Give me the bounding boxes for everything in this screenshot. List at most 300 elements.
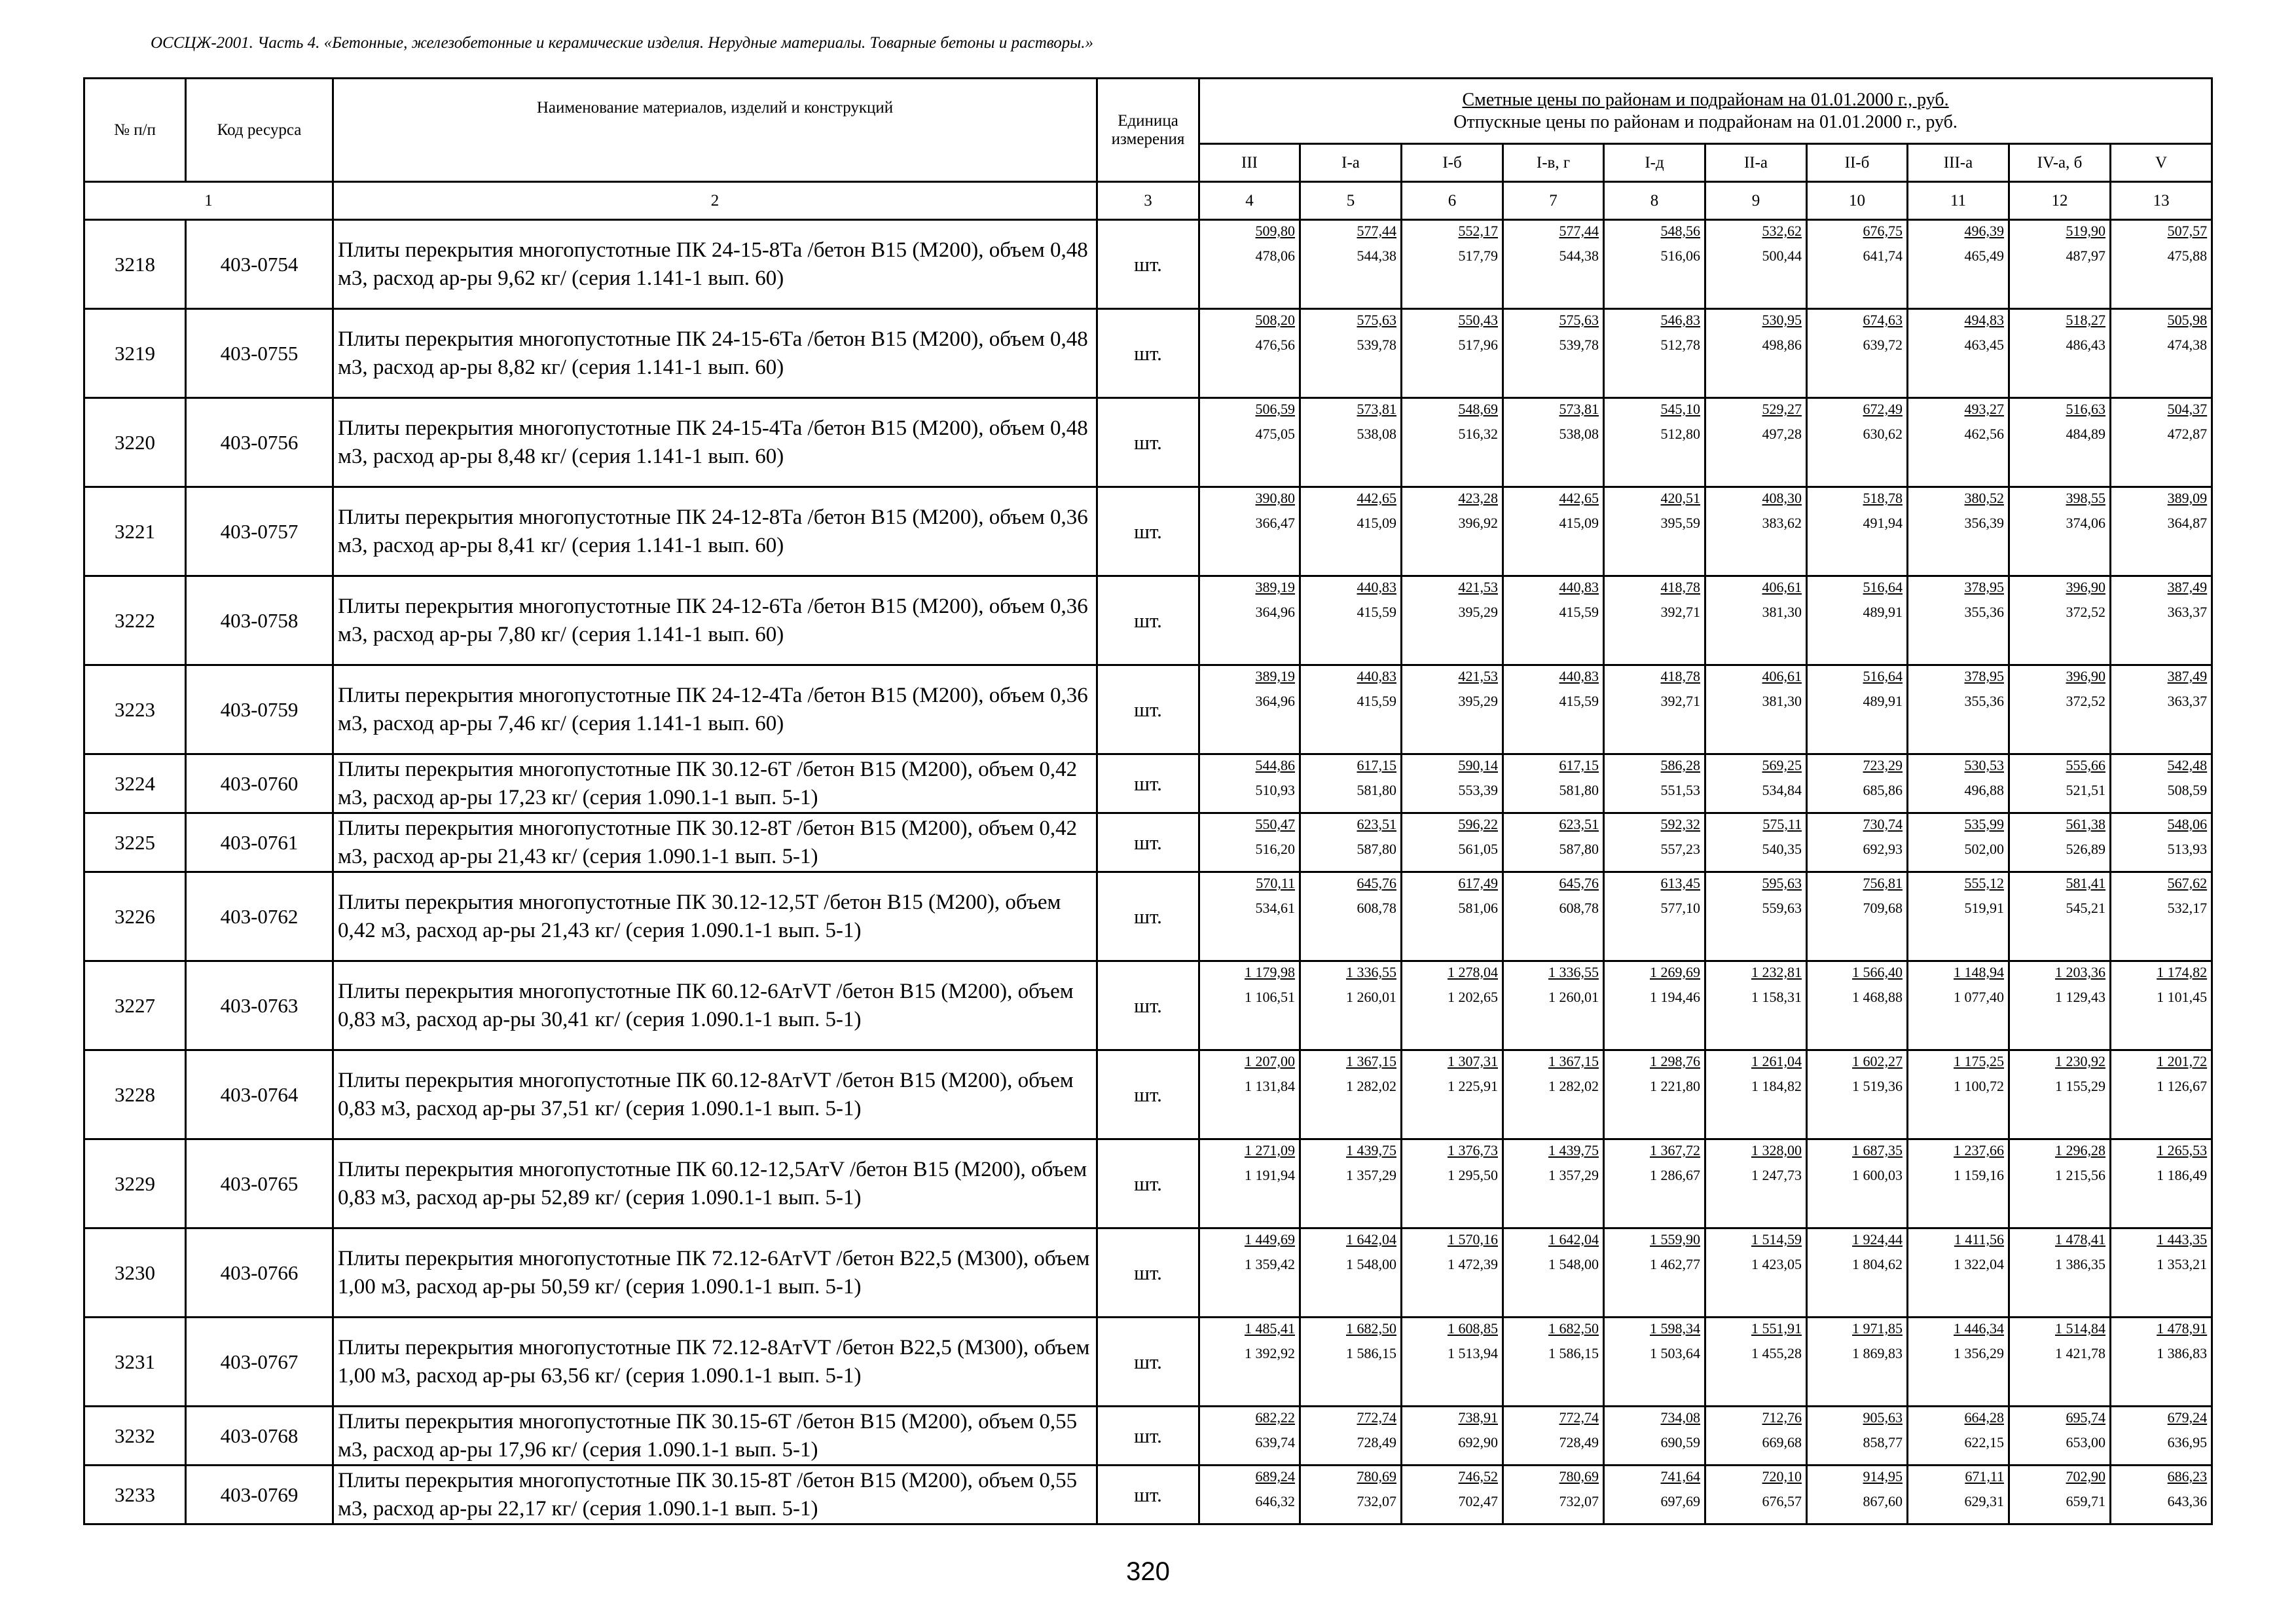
estimate-price: 1 551,91: [1751, 1320, 1802, 1337]
release-price: 1 101,45: [2157, 989, 2208, 1005]
estimate-price: 378,95: [1964, 668, 2004, 684]
estimate-price: 569,25: [1762, 757, 1802, 773]
release-price: 372,52: [2066, 604, 2105, 620]
release-price: 653,00: [2066, 1434, 2105, 1450]
release-price: 608,78: [1559, 900, 1599, 916]
price-cell: [2111, 961, 2212, 1050]
estimate-price: 408,30: [1762, 490, 1802, 506]
region-header: I-б: [1402, 144, 1503, 182]
price-cell: [1300, 576, 1402, 665]
table-row: [84, 576, 2212, 665]
release-price: 415,59: [1357, 693, 1396, 709]
price-cell: [1604, 398, 1705, 487]
release-price: 630,62: [1863, 426, 1903, 442]
estimate-price: 1 328,00: [1751, 1142, 1802, 1158]
release-price: 463,45: [1964, 337, 2004, 353]
release-price: 1 260,01: [1548, 989, 1599, 1005]
column-number: 8: [1604, 182, 1705, 220]
release-price: 581,06: [1458, 900, 1498, 916]
price-cell: [1908, 576, 2009, 665]
release-price: 1 468,88: [1852, 989, 1903, 1005]
price-cell: [1300, 398, 1402, 487]
release-price: 639,72: [1863, 337, 1903, 353]
column-header-name: Наименование материалов, изделий и конструкций: [333, 79, 1097, 182]
price-cell: [1199, 1318, 1300, 1407]
unit-of-measure: шт.: [1097, 1407, 1199, 1466]
price-cell: [2111, 1139, 2212, 1228]
row-number: 3228: [84, 1050, 186, 1139]
estimate-price: 617,15: [1357, 757, 1396, 773]
estimate-price: 689,24: [1255, 1468, 1295, 1485]
estimate-price: 545,10: [1660, 401, 1700, 417]
estimate-price: 1 485,41: [1245, 1320, 1295, 1337]
release-price: 1 586,15: [1548, 1345, 1599, 1361]
estimate-price: 1 271,09: [1245, 1142, 1295, 1158]
estimate-price: 1 261,04: [1751, 1053, 1802, 1069]
estimate-price: 720,10: [1762, 1468, 1802, 1485]
estimate-price: 780,69: [1559, 1468, 1599, 1485]
price-cell: [1705, 1050, 1807, 1139]
estimate-price: 406,61: [1762, 579, 1802, 595]
estimate-price: 561,38: [2066, 816, 2105, 832]
estimate-price: 518,27: [2066, 312, 2105, 328]
price-cell: [2009, 1228, 2111, 1318]
estimate-price: 548,56: [1660, 223, 1700, 239]
page-number: 320: [1126, 1557, 1170, 1586]
price-cell: [1705, 220, 1807, 309]
column-number: 3: [1097, 182, 1199, 220]
release-price: 709,68: [1863, 900, 1903, 916]
price-cell: [1705, 1407, 1807, 1466]
release-price: 486,43: [2066, 337, 2105, 353]
resource-code: 403-0754: [186, 220, 333, 309]
price-cell: [1604, 754, 1705, 813]
estimate-price: 535,99: [1964, 816, 2004, 832]
price-cell: [1604, 309, 1705, 398]
estimate-price: 695,74: [2066, 1409, 2105, 1426]
price-cell: [2009, 665, 2111, 754]
release-price: 517,96: [1458, 337, 1498, 353]
price-cell: [1705, 487, 1807, 576]
row-number: 3219: [84, 309, 186, 398]
table-row: [84, 487, 2212, 576]
price-cell: [2111, 309, 2212, 398]
price-cell: [1503, 309, 1604, 398]
release-price: 858,77: [1863, 1434, 1903, 1450]
price-cell: [2111, 813, 2212, 872]
price-cell: [1604, 1466, 1705, 1524]
unit-of-measure: шт.: [1097, 813, 1199, 872]
estimate-price: 389,19: [1255, 579, 1295, 595]
price-cell: [1402, 1318, 1503, 1407]
price-cell: [1705, 398, 1807, 487]
unit-of-measure: шт.: [1097, 1318, 1199, 1407]
estimate-price: 676,75: [1863, 223, 1903, 239]
release-price: 1 221,80: [1650, 1078, 1700, 1094]
estimate-price: 518,78: [1863, 490, 1903, 506]
estimate-price: 1 971,85: [1852, 1320, 1903, 1337]
estimate-price: 1 682,50: [1346, 1320, 1396, 1337]
release-price: 395,29: [1458, 604, 1498, 620]
price-cell: [1604, 872, 1705, 961]
estimate-price: 389,09: [2167, 490, 2208, 506]
price-cell: [2111, 872, 2212, 961]
release-price: 1 286,67: [1650, 1167, 1700, 1183]
estimate-price: 1 307,31: [1448, 1053, 1498, 1069]
release-price: 669,68: [1762, 1434, 1802, 1450]
table-row: [84, 1318, 2212, 1407]
estimate-price: 1 367,15: [1548, 1053, 1599, 1069]
estimate-price: 440,83: [1357, 668, 1396, 684]
price-cell: [2111, 487, 2212, 576]
estimate-price: 730,74: [1863, 816, 1903, 832]
estimate-price: 738,91: [1458, 1409, 1498, 1426]
release-price: 512,80: [1660, 426, 1700, 442]
release-price: 1 548,00: [1346, 1256, 1396, 1272]
estimate-price: 1 336,55: [1346, 964, 1396, 980]
price-cell: [1402, 1139, 1503, 1228]
price-cell: [1199, 961, 1300, 1050]
release-price: 532,17: [2167, 900, 2208, 916]
estimate-price: 575,63: [1357, 312, 1396, 328]
estimate-price: 442,65: [1559, 490, 1599, 506]
price-cell: [1402, 665, 1503, 754]
estimate-price: 1 642,04: [1346, 1231, 1396, 1247]
table-row: [84, 754, 2212, 813]
release-price: 392,71: [1660, 604, 1700, 620]
material-name: Плиты перекрытия многопустотные ПК 24-12-4Та /бетон В15 (М200), объем 0,36 м3, расход ар-ры 7,46 кг/ (серия 1.141-1 вып. 60): [333, 665, 1097, 754]
price-cell: [1300, 1050, 1402, 1139]
price-cell: [1807, 872, 1908, 961]
table-row: [84, 220, 2212, 309]
price-cell: [1503, 220, 1604, 309]
region-header: IV-а, б: [2009, 144, 2111, 182]
price-cell: [1503, 1318, 1604, 1407]
resource-code: 403-0756: [186, 398, 333, 487]
estimate-price: 508,20: [1255, 312, 1295, 328]
release-price: 502,00: [1964, 841, 2004, 857]
price-cell: [2009, 1139, 2111, 1228]
release-price: 1 322,04: [1954, 1256, 2004, 1272]
price-cell: [1604, 1228, 1705, 1318]
column-number: 5: [1300, 182, 1402, 220]
release-price: 497,28: [1762, 426, 1802, 442]
price-cell: [1199, 487, 1300, 576]
price-header-release: Отпускные цены по районам и подрайонам на 01.01.2000 г., руб.: [1453, 111, 1958, 132]
unit-of-measure: шт.: [1097, 961, 1199, 1050]
price-cell: [2009, 1466, 2111, 1524]
estimate-price: 679,24: [2167, 1409, 2208, 1426]
release-price: 372,52: [2066, 693, 2105, 709]
row-number: 3229: [84, 1139, 186, 1228]
price-cell: [1199, 576, 1300, 665]
price-cell: [2009, 1407, 2111, 1466]
release-price: 1 106,51: [1245, 989, 1295, 1005]
release-price: 587,80: [1357, 841, 1396, 857]
estimate-price: 380,52: [1964, 490, 2004, 506]
price-cell: [1402, 1050, 1503, 1139]
release-price: 692,93: [1863, 841, 1903, 857]
price-cell: [1503, 398, 1604, 487]
material-name: Плиты перекрытия многопустотные ПК 72.12-6АтVТ /бетон В22,5 (М300), объем 1,00 м3, расход ар-ры 50,59 кг/ (серия 1.090.1-1 вып. 5-1): [333, 1228, 1097, 1318]
estimate-price: 1 175,25: [1954, 1053, 2004, 1069]
estimate-price: 1 179,98: [1245, 964, 1295, 980]
header-row: [84, 79, 2212, 144]
release-price: 587,80: [1559, 841, 1599, 857]
release-price: 1 423,05: [1751, 1256, 1802, 1272]
estimate-price: 1 207,00: [1245, 1053, 1295, 1069]
estimate-price: 440,83: [1559, 668, 1599, 684]
release-price: 1 357,29: [1548, 1167, 1599, 1183]
release-price: 364,96: [1255, 604, 1295, 620]
row-number: 3233: [84, 1466, 186, 1524]
unit-of-measure: шт.: [1097, 309, 1199, 398]
row-number: 3230: [84, 1228, 186, 1318]
price-cell: [2009, 872, 2111, 961]
release-price: 475,05: [1255, 426, 1295, 442]
price-cell: [1908, 665, 2009, 754]
price-cell: [1807, 1228, 1908, 1318]
material-name: Плиты перекрытия многопустотные ПК 24-12-6Та /бетон В15 (М200), объем 0,36 м3, расход ар-ры 7,80 кг/ (серия 1.141-1 вып. 60): [333, 576, 1097, 665]
release-price: 487,97: [2066, 248, 2105, 264]
price-cell: [1300, 872, 1402, 961]
region-header: I-д: [1604, 144, 1705, 182]
estimate-price: 577,44: [1357, 223, 1396, 239]
price-cell: [1807, 220, 1908, 309]
row-number: 3222: [84, 576, 186, 665]
resource-code: 403-0769: [186, 1466, 333, 1524]
release-price: 415,59: [1559, 693, 1599, 709]
estimate-price: 509,80: [1255, 223, 1295, 239]
price-cell: [1908, 309, 2009, 398]
estimate-price: 396,90: [2066, 579, 2105, 595]
release-price: 1 260,01: [1346, 989, 1396, 1005]
release-price: 1 600,03: [1852, 1167, 1903, 1183]
price-cell: [1807, 665, 1908, 754]
column-number-row: [84, 182, 2212, 220]
unit-of-measure: шт.: [1097, 1139, 1199, 1228]
estimate-price: 623,51: [1357, 816, 1396, 832]
estimate-price: 772,74: [1357, 1409, 1396, 1426]
price-cell: [1908, 813, 2009, 872]
estimate-price: 575,11: [1762, 816, 1802, 832]
price-cell: [1807, 487, 1908, 576]
material-name: Плиты перекрытия многопустотные ПК 72.12-8АтVТ /бетон В22,5 (М300), объем 1,00 м3, расход ар-ры 63,56 кг/ (серия 1.090.1-1 вып. 5-1): [333, 1318, 1097, 1407]
estimate-price: 516,64: [1863, 579, 1903, 595]
release-price: 489,91: [1863, 693, 1903, 709]
release-price: 867,60: [1863, 1493, 1903, 1509]
estimate-price: 723,29: [1863, 757, 1903, 773]
estimate-price: 577,44: [1559, 223, 1599, 239]
estimate-price: 567,62: [2167, 875, 2208, 891]
price-cell: [1807, 1050, 1908, 1139]
price-cell: [1503, 1050, 1604, 1139]
column-number: 13: [2111, 182, 2212, 220]
price-cell: [1300, 487, 1402, 576]
estimate-price: 387,49: [2167, 668, 2208, 684]
release-price: 355,36: [1964, 693, 2004, 709]
price-cell: [1199, 665, 1300, 754]
price-cell: [1402, 487, 1503, 576]
price-cell: [1199, 1228, 1300, 1318]
price-cell: [1705, 872, 1807, 961]
column-header-number: № п/п: [84, 79, 186, 182]
column-header-unit: Единица измерения: [1097, 79, 1199, 182]
material-name: Плиты перекрытия многопустотные ПК 30.12-12,5Т /бетон В15 (М200), объем 0,42 м3, расход ар-ры 21,43 кг/ (серия 1.090.1-1 вып. 5-1): [333, 872, 1097, 961]
price-cell: [1807, 1407, 1908, 1466]
release-price: 692,90: [1458, 1434, 1498, 1450]
estimate-price: 1 478,91: [2157, 1320, 2208, 1337]
release-price: 1 202,65: [1448, 989, 1498, 1005]
estimate-price: 546,83: [1660, 312, 1700, 328]
estimate-price: 1 411,56: [1954, 1231, 2004, 1247]
release-price: 381,30: [1762, 604, 1802, 620]
release-price: 636,95: [2167, 1434, 2208, 1450]
price-cell: [1604, 1407, 1705, 1466]
release-price: 1 421,78: [2055, 1345, 2105, 1361]
price-cell: [1503, 961, 1604, 1050]
estimate-price: 1 570,16: [1448, 1231, 1498, 1247]
row-number: 3232: [84, 1407, 186, 1466]
resource-code: 403-0767: [186, 1318, 333, 1407]
price-cell: [1503, 665, 1604, 754]
material-name: Плиты перекрытия многопустотные ПК 30.12-8Т /бетон В15 (М200), объем 0,42 м3, расход ар-ры 21,43 кг/ (серия 1.090.1-1 вып. 5-1): [333, 813, 1097, 872]
price-cell: [1705, 1466, 1807, 1524]
price-cell: [1503, 1466, 1604, 1524]
estimate-price: 387,49: [2167, 579, 2208, 595]
price-cell: [2111, 398, 2212, 487]
estimate-price: 516,63: [2066, 401, 2105, 417]
estimate-price: 1 148,94: [1954, 964, 2004, 980]
release-price: 512,78: [1660, 337, 1700, 353]
release-price: 1 357,29: [1346, 1167, 1396, 1183]
table-row: [84, 1407, 2212, 1466]
estimate-price: 712,76: [1762, 1409, 1802, 1426]
price-cell: [1199, 1407, 1300, 1466]
price-cell: [1705, 813, 1807, 872]
estimate-price: 544,86: [1255, 757, 1295, 773]
region-header: I-а: [1300, 144, 1402, 182]
estimate-price: 421,53: [1458, 668, 1498, 684]
price-cell: [1199, 754, 1300, 813]
unit-of-measure: шт.: [1097, 872, 1199, 961]
unit-of-measure: шт.: [1097, 576, 1199, 665]
release-price: 476,56: [1255, 337, 1295, 353]
table-row: [84, 961, 2212, 1050]
estimate-price: 530,95: [1762, 312, 1802, 328]
release-price: 1 282,02: [1548, 1078, 1599, 1094]
release-price: 517,79: [1458, 248, 1498, 264]
estimate-price: 1 376,73: [1448, 1142, 1498, 1158]
release-price: 697,69: [1660, 1493, 1700, 1509]
release-price: 356,39: [1964, 515, 2004, 531]
price-cell: [1908, 1139, 2009, 1228]
price-cell: [1503, 754, 1604, 813]
release-price: 732,07: [1559, 1493, 1599, 1509]
release-price: 1 472,39: [1448, 1256, 1498, 1272]
unit-of-measure: шт.: [1097, 1466, 1199, 1524]
price-cell: [2009, 754, 2111, 813]
estimate-price: 592,32: [1660, 816, 1700, 832]
release-price: 629,31: [1964, 1493, 2004, 1509]
release-price: 728,49: [1559, 1434, 1599, 1450]
estimate-price: 1 265,53: [2157, 1142, 2208, 1158]
estimate-price: 496,39: [1964, 223, 2004, 239]
release-price: 732,07: [1357, 1493, 1396, 1509]
price-cell: [1705, 665, 1807, 754]
price-cell: [1807, 1318, 1908, 1407]
estimate-price: 1 642,04: [1548, 1231, 1599, 1247]
estimate-price: 506,59: [1255, 401, 1295, 417]
price-cell: [1604, 487, 1705, 576]
resource-code: 403-0762: [186, 872, 333, 961]
estimate-price: 645,76: [1357, 875, 1396, 891]
price-cell: [1908, 220, 2009, 309]
release-price: 381,30: [1762, 693, 1802, 709]
estimate-price: 674,63: [1863, 312, 1903, 328]
release-price: 539,78: [1357, 337, 1396, 353]
release-price: 1 191,94: [1245, 1167, 1295, 1183]
estimate-price: 418,78: [1660, 579, 1700, 595]
resource-code: 403-0763: [186, 961, 333, 1050]
estimate-price: 1 230,92: [2055, 1053, 2105, 1069]
release-price: 1 386,83: [2157, 1345, 2208, 1361]
release-price: 1 513,94: [1448, 1345, 1498, 1361]
release-price: 676,57: [1762, 1493, 1802, 1509]
release-price: 641,74: [1863, 248, 1903, 264]
price-cell: [1908, 961, 2009, 1050]
resource-code: 403-0757: [186, 487, 333, 576]
release-price: 544,38: [1357, 248, 1396, 264]
release-price: 500,44: [1762, 248, 1802, 264]
estimate-price: 1 443,35: [2157, 1231, 2208, 1247]
release-price: 581,80: [1559, 782, 1599, 798]
material-name: Плиты перекрытия многопустотные ПК 24-15-8Та /бетон В15 (М200), объем 0,48 м3, расход ар-ры 9,62 кг/ (серия 1.141-1 вып. 60): [333, 220, 1097, 309]
release-price: 1 282,02: [1346, 1078, 1396, 1094]
release-price: 1 077,40: [1954, 989, 2004, 1005]
estimate-price: 516,64: [1863, 668, 1903, 684]
estimate-price: 421,53: [1458, 579, 1498, 595]
release-price: 540,35: [1762, 841, 1802, 857]
estimate-price: 550,43: [1458, 312, 1498, 328]
price-cell: [1300, 961, 1402, 1050]
estimate-price: 617,15: [1559, 757, 1599, 773]
price-cell: [1604, 1318, 1705, 1407]
price-cell: [1807, 309, 1908, 398]
release-price: 1 586,15: [1346, 1345, 1396, 1361]
estimate-price: 617,49: [1458, 875, 1498, 891]
release-price: 690,59: [1660, 1434, 1700, 1450]
release-price: 513,93: [2167, 841, 2208, 857]
release-price: 516,06: [1660, 248, 1700, 264]
release-price: 557,23: [1660, 841, 1700, 857]
unit-of-measure: шт.: [1097, 220, 1199, 309]
release-price: 1 503,64: [1650, 1345, 1700, 1361]
price-cell: [1705, 1318, 1807, 1407]
release-price: 415,09: [1357, 515, 1396, 531]
estimate-price: 1 367,15: [1346, 1053, 1396, 1069]
resource-code: 403-0760: [186, 754, 333, 813]
row-number: 3227: [84, 961, 186, 1050]
release-price: 392,71: [1660, 693, 1700, 709]
release-price: 491,94: [1863, 515, 1903, 531]
material-name: Плиты перекрытия многопустотные ПК 60.12-6АтVТ /бетон В15 (М200), объем 0,83 м3, расход ар-ры 30,41 кг/ (серия 1.090.1-1 вып. 5-1): [333, 961, 1097, 1050]
row-number: 3226: [84, 872, 186, 961]
price-cell: [2009, 487, 2111, 576]
price-cell: [1300, 1407, 1402, 1466]
estimate-price: 519,90: [2066, 223, 2105, 239]
price-cell: [1604, 665, 1705, 754]
